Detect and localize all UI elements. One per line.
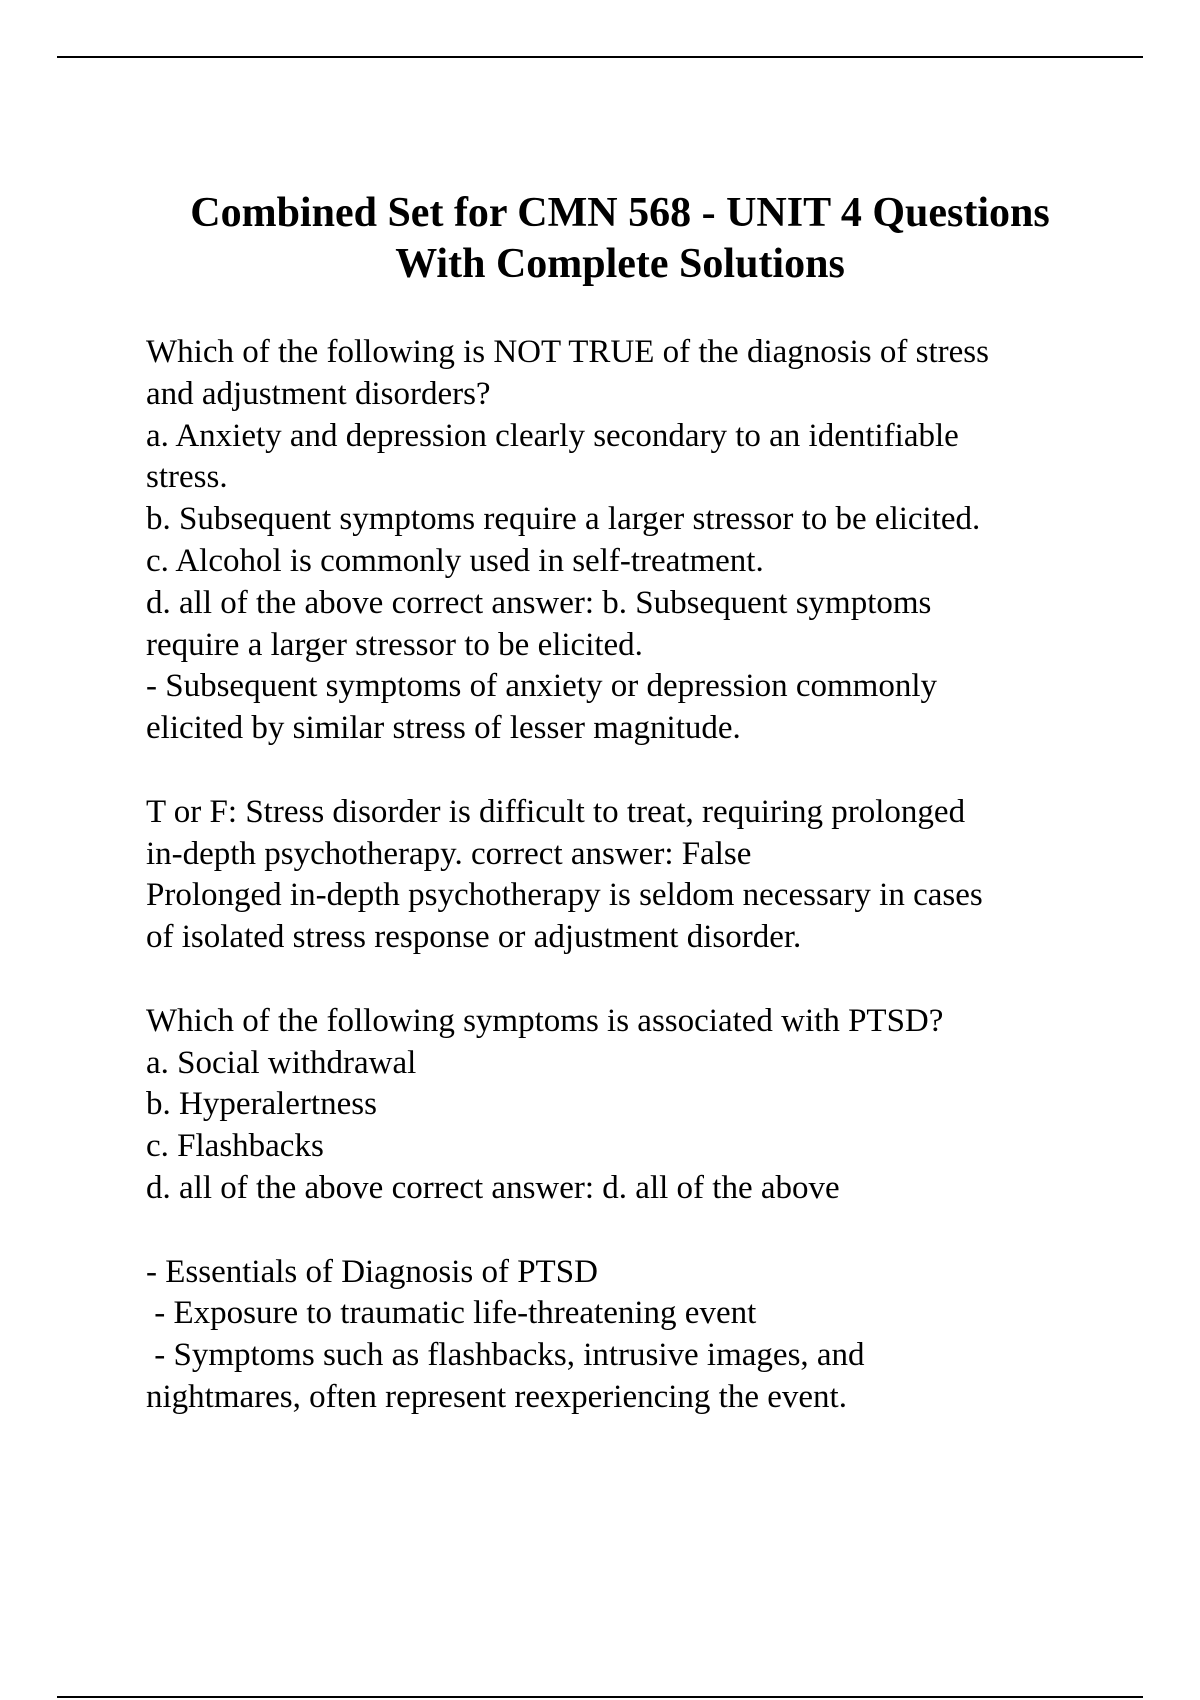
q2-line: T or F: Stress disorder is difficult to treat, requiring prolonged [146, 793, 966, 830]
notes-bullet: - Symptoms such as flashbacks, intrusive images, and [146, 1337, 865, 1374]
q1-line: and adjustment disorders? [146, 375, 491, 412]
q1-option-c: c. Alcohol is commonly used in self-treatment. [146, 542, 764, 579]
question-1 [146, 332, 1086, 750]
q2-explanation: Prolonged in-depth psychotherapy is seldom necessary in cases [146, 877, 983, 914]
ptsd-notes [146, 1252, 1086, 1419]
q2-line: of isolated stress response or adjustment disorder. [146, 919, 802, 956]
q3-option-d-answer: d. all of the above correct answer: d. all of the above [146, 1169, 840, 1206]
q1-line: stress. [146, 459, 228, 496]
notes-bullet: - Exposure to traumatic life-threatening event [146, 1295, 757, 1332]
q2-answer: in-depth psychotherapy. correct answer: False [146, 835, 752, 872]
paragraph-gap [146, 750, 1086, 792]
q1-option-a: a. Anxiety and depression clearly secondary to an identifiable [146, 417, 959, 454]
notes-line: nightmares, often represent reexperiencing the event. [146, 1378, 847, 1415]
q1-option-d-answer: d. all of the above correct answer: b. Subsequent symptoms [146, 584, 932, 621]
question-2 [146, 792, 1086, 959]
q1-explanation: - Subsequent symptoms of anxiety or depression commonly [146, 668, 937, 705]
q1-line: require a larger stressor to be elicited. [146, 626, 643, 663]
bottom-rule [57, 1696, 1143, 1698]
q1-option-b: b. Subsequent symptoms require a larger stressor to be elicited. [146, 501, 981, 538]
paragraph-gap [146, 1210, 1086, 1252]
question-3 [146, 1001, 1086, 1210]
q3-line: Which of the following symptoms is associated with PTSD? [146, 1002, 944, 1039]
top-rule [57, 56, 1143, 58]
title-line-1: Combined Set for CMN 568 - UNIT 4 Questions [190, 190, 1050, 236]
document-body [146, 332, 1086, 1419]
q1-line: Which of the following is NOT TRUE of the diagnosis of stress [146, 334, 989, 370]
title-line-2: With Complete Solutions [395, 241, 845, 287]
paragraph-gap [146, 959, 1086, 1001]
q3-option-b: b. Hyperalertness [146, 1086, 377, 1123]
q3-option-c: c. Flashbacks [146, 1128, 324, 1165]
notes-heading: - Essentials of Diagnosis of PTSD [146, 1253, 598, 1290]
document-title [120, 188, 1120, 290]
q1-line: elicited by similar stress of lesser magnitude. [146, 710, 741, 747]
q3-option-a: a. Social withdrawal [146, 1044, 417, 1081]
